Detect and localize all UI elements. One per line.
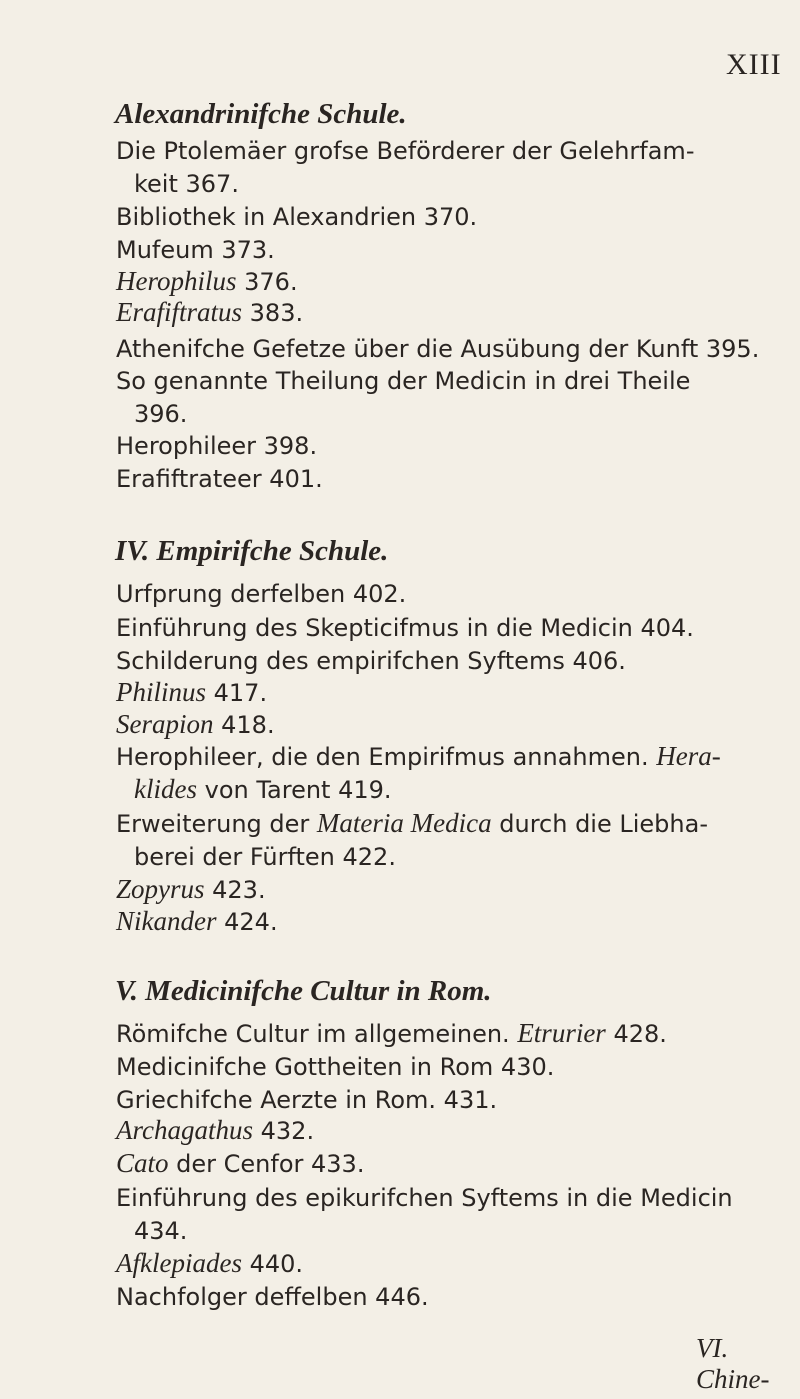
toc-entry: Zopyrus 423.	[116, 874, 266, 904]
toc-entry: Herophileer, die den Empirifmus annahmen. Hera-	[116, 741, 721, 771]
toc-entry: keit 367.	[134, 170, 239, 198]
toc-entry: klides von Tarent 419.	[134, 774, 392, 804]
toc-entry: Herophilus 376.	[116, 266, 298, 296]
toc-entry: Schilderung des empirifchen Syftems 406.	[116, 647, 626, 675]
catchword: VI. Chine-	[696, 1333, 770, 1394]
section-heading: Alexandrinifche Schule.	[115, 98, 407, 130]
toc-entry: Griechifche Aerzte in Rom. 431.	[116, 1086, 498, 1114]
toc-entry: Serapion 418.	[116, 709, 275, 739]
toc-entry: Archagathus 432.	[116, 1115, 315, 1145]
toc-entry: Afklepiades 440.	[116, 1248, 304, 1278]
toc-entry: Bibliothek in Alexandrien 370.	[116, 203, 478, 231]
toc-entry: Mufeum 373.	[116, 236, 275, 264]
toc-entry: Nikander 424.	[116, 906, 278, 936]
toc-entry: Medicinifche Gottheiten in Rom 430.	[116, 1053, 555, 1081]
toc-entry: So genannte Theilung der Medicin in drei Theile	[116, 367, 691, 395]
toc-entry: Die Ptolemäer grofse Beförderer der Gelehrfam-	[116, 137, 695, 165]
page-number: XIII	[726, 48, 782, 81]
toc-entry: Philinus 417.	[116, 677, 268, 707]
toc-entry: Athenifche Gefetze über die Ausübung der Kunft 395.	[116, 335, 760, 363]
toc-entry: Römifche Cultur im allgemeinen. Etrurier 428.	[116, 1018, 667, 1048]
toc-entry: Erweiterung der Materia Medica durch die Liebha-	[116, 808, 708, 838]
toc-entry: 434.	[134, 1217, 188, 1245]
toc-entry: Einführung des Skepticifmus in die Medicin 404.	[116, 614, 694, 642]
toc-entry: Cato der Cenfor 433.	[116, 1148, 365, 1178]
toc-entry: Herophileer 398.	[116, 432, 318, 460]
toc-entry: Erafiftrateer 401.	[116, 465, 323, 493]
section-heading: IV. Empirifche Schule.	[115, 535, 389, 567]
toc-entry: Urfprung derfelben 402.	[116, 580, 407, 608]
section-heading: V. Medicinifche Cultur in Rom.	[115, 975, 492, 1007]
toc-entry: Nachfolger deffelben 446.	[116, 1283, 429, 1311]
toc-entry: Einführung des epikurifchen Syftems in die Medicin	[116, 1184, 733, 1212]
toc-entry: 396.	[134, 400, 188, 428]
toc-entry: berei der Fürften 422.	[134, 843, 396, 871]
toc-entry: Erafiftratus 383.	[116, 297, 304, 327]
